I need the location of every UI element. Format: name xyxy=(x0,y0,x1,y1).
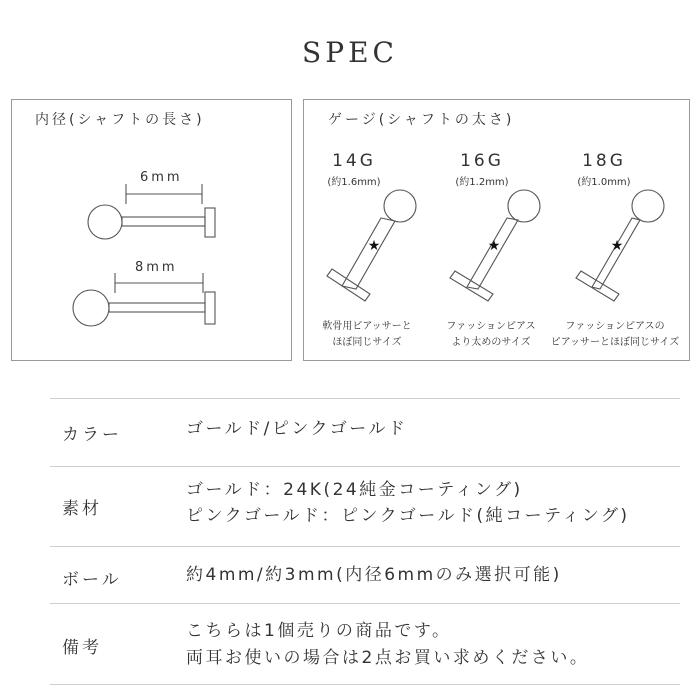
gauge-note-line: ピアッサーとほぼ同じサイズ xyxy=(550,337,680,348)
page-title: SPEC xyxy=(302,36,398,69)
flat-back-disc xyxy=(450,271,493,301)
length-label-6mm: 6mm xyxy=(140,170,183,185)
ball-icon xyxy=(632,190,664,222)
gauge-name: 18G xyxy=(582,151,626,171)
gauge-name: 16G xyxy=(460,151,504,171)
inner-diameter-heading: 内径(シャフトの長さ) xyxy=(35,112,205,128)
gauge-diameter: (約1.0mm) xyxy=(577,177,631,188)
spec-value: こちらは1個売りの商品です。 xyxy=(186,621,452,641)
spec-label: 備考 xyxy=(62,638,102,658)
spec-label: 素材 xyxy=(62,499,102,519)
flat-back-disc xyxy=(576,271,619,301)
spec-row-notes xyxy=(50,604,680,684)
ball-icon xyxy=(73,290,109,326)
gauge-note-line: ファッションピアスの xyxy=(565,321,665,332)
spec-label: カラー xyxy=(62,425,122,445)
shaft xyxy=(109,303,205,312)
star-icon: ★ xyxy=(487,238,501,254)
spec-row-ball xyxy=(50,547,680,603)
ball-icon xyxy=(508,190,540,222)
gauge-diameter: (約1.6mm) xyxy=(327,177,381,188)
spec-value: ゴールド/ピンクゴールド xyxy=(186,419,408,439)
flat-back-disc xyxy=(205,208,215,237)
ball-icon xyxy=(384,190,416,222)
ball-icon xyxy=(88,205,122,239)
spec-row-material xyxy=(50,467,680,546)
length-label-8mm: 8mm xyxy=(135,260,178,275)
spec-row-color xyxy=(50,399,680,466)
shaft xyxy=(122,217,205,226)
spec-value: ピンクゴールド：ピンクゴールド(純コーティング) xyxy=(186,506,630,526)
star-icon: ★ xyxy=(367,238,381,254)
gauge-note-18g xyxy=(525,319,700,351)
gauge-note-line: ほぼ同じサイズ xyxy=(332,337,402,348)
spec-label: ボール xyxy=(62,570,122,590)
spec-value: 約4mm/約3mm(内径6mmのみ選択可能) xyxy=(186,565,562,585)
gauge-heading: ゲージ(シャフトの太さ) xyxy=(328,112,515,128)
table-divider xyxy=(50,684,680,685)
gauge-note-line: 軟骨用ピアッサーと xyxy=(322,321,412,332)
inner-diameter-panel xyxy=(11,99,292,361)
gauge-name: 14G xyxy=(332,151,376,171)
spec-value: ゴールド：24K(24純金コーティング) xyxy=(186,480,523,500)
flat-back-disc xyxy=(205,292,215,324)
gauge-note-line: より太めのサイズ xyxy=(451,337,531,348)
star-icon: ★ xyxy=(610,238,624,254)
gauge-panel xyxy=(303,99,690,361)
spec-value: 両耳お使いの場合は2点お買い求めください。 xyxy=(186,648,590,668)
gauge-note-line: ファッションピアス xyxy=(446,321,536,332)
gauge-diameter: (約1.2mm) xyxy=(455,177,509,188)
labret-length-diagram xyxy=(12,100,293,362)
